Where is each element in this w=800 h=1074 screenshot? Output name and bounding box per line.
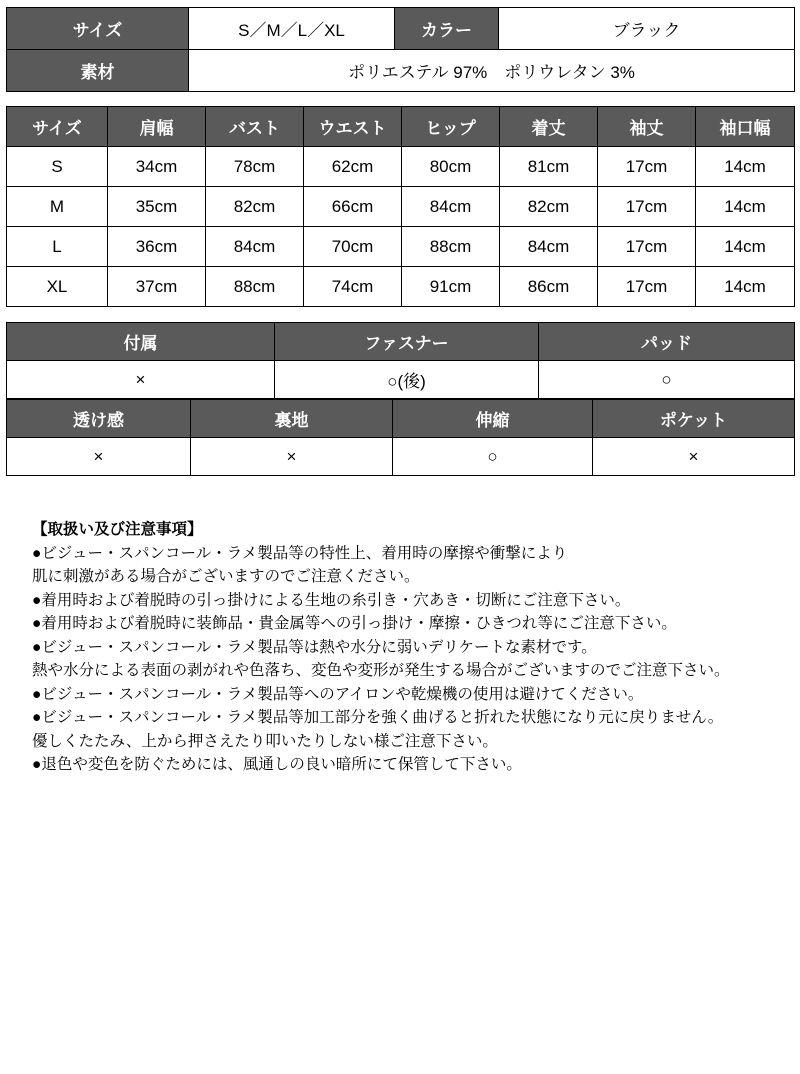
size-cell: 84cm [206, 227, 304, 267]
size-cell: 62cm [304, 147, 402, 187]
size-cell: 36cm [108, 227, 206, 267]
table-row [7, 438, 795, 476]
size-cell: S [7, 147, 108, 187]
attr-value-stretch: ○ [393, 438, 593, 476]
size-cell: 17cm [598, 227, 696, 267]
table-row [7, 187, 795, 227]
size-cell: 82cm [206, 187, 304, 227]
care-note-line: ●ビジュー・スパンコール・ラメ製品等加工部分を強く曲げると折れた状態になり元に戻りません。 [32, 709, 724, 727]
size-col-bust: バスト [206, 107, 304, 147]
size-cell: 17cm [598, 147, 696, 187]
size-cell: XL [7, 267, 108, 307]
table-header-row [7, 107, 795, 147]
size-cell: 14cm [696, 227, 795, 267]
attr-header-pocket: ポケット [593, 400, 795, 438]
attr-value-zipper: ○(後) [275, 361, 539, 399]
size-cell: L [7, 227, 108, 267]
size-col-waist: ウエスト [304, 107, 402, 147]
size-cell: 86cm [500, 267, 598, 307]
attr-header-accessory: 付属 [7, 323, 275, 361]
attributes-table-b [6, 399, 795, 476]
attr-value-accessory: × [7, 361, 275, 399]
attr-header-sheerness: 透け感 [7, 400, 191, 438]
spec-value-size: S／M／L／XL [189, 8, 395, 50]
attr-header-zipper: ファスナー [275, 323, 539, 361]
attr-header-stretch: 伸縮 [393, 400, 593, 438]
care-note-line: ●ビジュー・スパンコール・ラメ製品等の特性上、着用時の摩擦や衝撃により [32, 544, 568, 562]
size-cell: 82cm [500, 187, 598, 227]
size-chart-table [6, 106, 795, 307]
size-cell: 81cm [500, 147, 598, 187]
spec-label-size: サイズ [7, 8, 189, 50]
care-note-line: ●着用時および着脱時の引っ掛けによる生地の糸引き・穴あき・切断にご注意下さい。 [32, 591, 631, 609]
care-note-line: ●着用時および着脱時に装飾品・貴金属等への引っ掛け・摩擦・ひきつれ等にご注意下さい。 [32, 615, 677, 633]
size-col-size: サイズ [7, 107, 108, 147]
care-note-line: ●ビジュー・スパンコール・ラメ製品等は熱や水分に弱いデリケートな素材です。 [32, 638, 597, 656]
size-col-shoulder: 肩幅 [108, 107, 206, 147]
spec-value-color: ブラック [499, 8, 795, 50]
care-note-line: 熱や水分による表面の剥がれや色落ち、変色や変形が発生する場合がございますのでご注意下さい。 [32, 662, 730, 680]
size-cell: 84cm [500, 227, 598, 267]
size-cell: 80cm [402, 147, 500, 187]
size-cell: 91cm [402, 267, 500, 307]
attr-header-lining: 裏地 [191, 400, 393, 438]
product-spec-page [0, 7, 800, 1074]
size-col-cuff: 袖口幅 [696, 107, 795, 147]
spec-label-material: 素材 [7, 50, 189, 92]
size-col-length: 着丈 [500, 107, 598, 147]
table-row [7, 267, 795, 307]
care-note-line: ●退色や変色を防ぐためには、風通しの良い暗所にて保管して下さい。 [32, 756, 522, 774]
attr-value-sheerness: × [7, 438, 191, 476]
size-cell: 17cm [598, 187, 696, 227]
table-row [7, 361, 795, 399]
size-cell: 78cm [206, 147, 304, 187]
table-row [7, 50, 795, 92]
size-cell: 70cm [304, 227, 402, 267]
size-cell: 88cm [206, 267, 304, 307]
care-notes [32, 518, 772, 777]
size-cell: M [7, 187, 108, 227]
size-cell: 17cm [598, 267, 696, 307]
spec-value-material: ポリエステル 97% ポリウレタン 3% [189, 50, 795, 92]
size-col-hip: ヒップ [402, 107, 500, 147]
table-header-row [7, 400, 795, 438]
spec-summary-table [6, 7, 795, 92]
attr-value-pocket: × [593, 438, 795, 476]
spec-label-color: カラー [395, 8, 499, 50]
table-row [7, 147, 795, 187]
size-cell: 37cm [108, 267, 206, 307]
size-cell: 14cm [696, 187, 795, 227]
care-note-line: ●ビジュー・スパンコール・ラメ製品等へのアイロンや乾燥機の使用は避けてください。 [32, 685, 644, 703]
attr-header-pad: パッド [539, 323, 795, 361]
attr-value-pad: ○ [539, 361, 795, 399]
care-note-line: 優しくたたみ、上から押さえたり叩いたりしない様ご注意下さい。 [32, 732, 498, 750]
care-notes-title: 【取扱い及び注意事項】 [32, 521, 203, 538]
care-note-line: 肌に刺激がある場合がございますのでご注意ください。 [32, 568, 420, 586]
size-cell: 84cm [402, 187, 500, 227]
size-cell: 14cm [696, 147, 795, 187]
attributes-table-a [6, 322, 795, 399]
size-cell: 88cm [402, 227, 500, 267]
table-row [7, 8, 795, 50]
size-cell: 35cm [108, 187, 206, 227]
size-cell: 66cm [304, 187, 402, 227]
attr-value-lining: × [191, 438, 393, 476]
size-col-sleeve: 袖丈 [598, 107, 696, 147]
size-cell: 34cm [108, 147, 206, 187]
table-row [7, 227, 795, 267]
size-cell: 14cm [696, 267, 795, 307]
size-cell: 74cm [304, 267, 402, 307]
table-header-row [7, 323, 795, 361]
